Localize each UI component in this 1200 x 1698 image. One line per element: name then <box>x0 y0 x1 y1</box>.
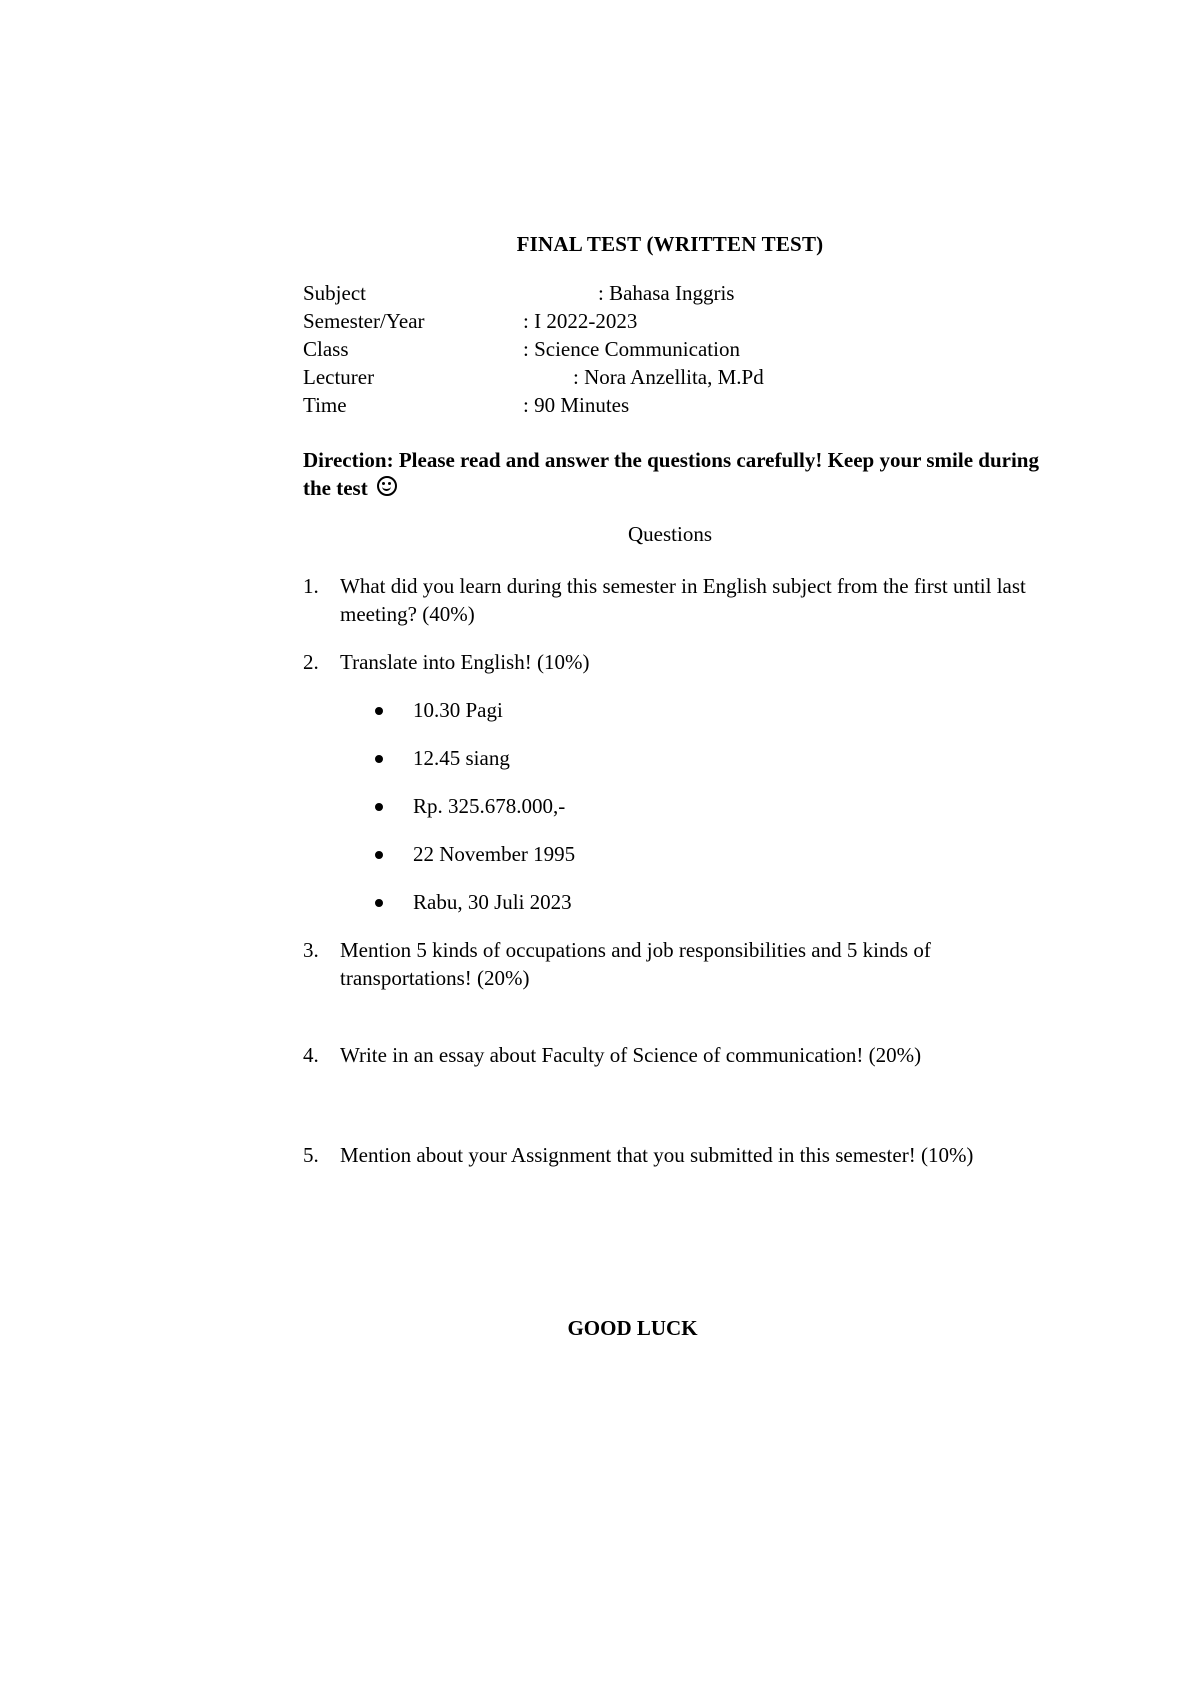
direction-text <box>303 446 1043 502</box>
bullet-icon <box>375 851 383 859</box>
semester-label: Semester/Year <box>303 309 425 333</box>
bullet-icon <box>375 755 383 763</box>
class-label: Class <box>303 337 349 361</box>
question-number: 1. <box>303 574 319 598</box>
question-text: Translate into English! (10%) <box>340 650 590 674</box>
questions-heading: Questions <box>628 522 712 546</box>
subject-value: : Bahasa Inggris <box>598 281 735 305</box>
question-number: 4. <box>303 1043 319 1067</box>
bullet-icon <box>375 899 383 907</box>
lecturer-label: Lecturer <box>303 365 375 389</box>
bullet-icon <box>375 707 383 715</box>
smiley-icon <box>377 476 397 496</box>
translate-item: Rabu, 30 Juli 2023 <box>413 890 572 914</box>
closing-text: GOOD LUCK <box>567 1316 698 1340</box>
bullet-icon <box>375 803 383 811</box>
question-text: What did you learn during this semester in English subject from the first until last meeting? (40%) <box>340 574 1026 626</box>
class-value: : Science Communication <box>523 337 740 361</box>
direction-label: Direction: Please read and answer the questions carefully! Keep your smile during the test <box>303 448 1039 500</box>
question-text: Write in an essay about Faculty of Science of communication! (20%) <box>340 1043 922 1067</box>
time-value: : 90 Minutes <box>523 393 630 417</box>
translate-item: 10.30 Pagi <box>413 698 503 722</box>
semester-value: : I 2022-2023 <box>523 309 638 333</box>
question-number: 5. <box>303 1143 319 1167</box>
question-text: Mention about your Assignment that you submitted in this semester! (10%) <box>340 1143 974 1167</box>
question-text: Mention 5 kinds of occupations and job responsibilities and 5 kinds of transportations! (20%) <box>340 938 931 990</box>
translate-item: Rp. 325.678.000,- <box>413 794 566 818</box>
translate-item: 12.45 siang <box>413 746 510 770</box>
page-title: FINAL TEST (WRITTEN TEST) <box>516 232 824 256</box>
question-number: 2. <box>303 650 319 674</box>
translate-item: 22 November 1995 <box>413 842 576 866</box>
question-number: 3. <box>303 938 319 962</box>
subject-label: Subject <box>303 281 366 305</box>
time-label: Time <box>303 393 347 417</box>
lecturer-value: : Nora Anzellita, M.Pd <box>573 365 764 389</box>
